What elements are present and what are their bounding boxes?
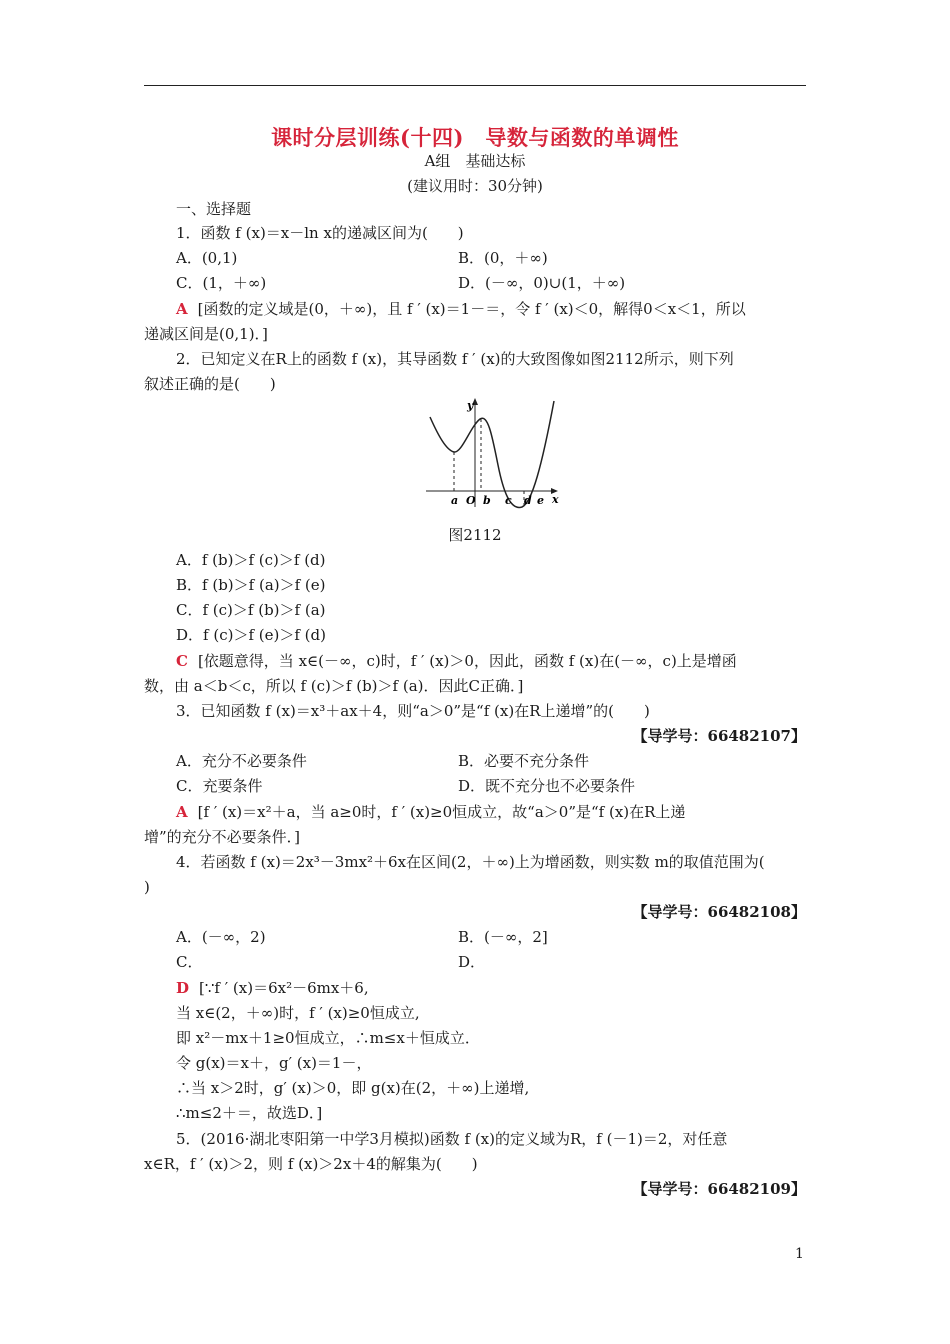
q1-option-c: C．(1，＋∞)	[176, 274, 267, 292]
label-e: e	[537, 494, 544, 507]
label-b: b	[483, 494, 491, 507]
label-d: d	[524, 494, 532, 507]
q5-stem: 5．(2016·湖北枣阳第一中学3月模拟)函数 f (x)的定义域为R，f (－1)＝2，对任意	[176, 1130, 728, 1148]
q2-stem: 2．已知定义在R上的函数 f (x)，其导函数 f ′ (x)的大致图像如图2112所示，则下列	[176, 350, 734, 368]
q2-answer: C	[176, 652, 188, 670]
q4-explanation-line2: 当 x∈(2，＋∞)时，f ′ (x)≥0恒成立,	[176, 1004, 420, 1022]
q4-explanation: D [∵f ′ (x)＝6x²－6mx＋6,	[176, 979, 369, 997]
figure-caption: 图2112	[448, 526, 502, 544]
q3-option-d: D．既不充分也不必要条件	[458, 777, 636, 795]
q4-explanation-line4: 令 g(x)＝x＋，g′ (x)＝1－，	[176, 1054, 372, 1072]
label-a: a	[451, 494, 459, 507]
x-axis-label: x	[552, 493, 559, 506]
page-title: 课时分层训练(十四) 导数与函数的单调性	[271, 125, 679, 150]
q4-stem-cont: )	[144, 878, 150, 896]
q3-reference-number: 【导学号：66482107】	[632, 727, 806, 745]
q3-option-c: C．充要条件	[176, 777, 263, 795]
q4-option-d: D．	[458, 953, 486, 971]
q1-explanation: A [函数的定义域是(0，＋∞)，且 f ′ (x)＝1－＝，令 f ′ (x)＜0，解得0＜x＜1，所以	[176, 300, 746, 318]
page-number: 1	[795, 1246, 804, 1262]
q2-stem-cont: 叙述正确的是( )	[144, 375, 276, 393]
q3-explanation: A [f ′ (x)＝x²＋a，当 a≥0时，f ′ (x)≥0恒成立，故“a＞0”是“f (x)在R上递	[176, 803, 686, 821]
q4-explanation-line6: ∴m≤2＋＝，故选D．]	[176, 1104, 323, 1122]
section-heading: 一、选择题	[176, 200, 252, 218]
q2-option-c: C．f (c)＞f (b)＞f (a)	[176, 601, 326, 619]
q4-explanation-line3: 即 x²－mx＋1≥0恒成立，∴m≤x＋恒成立．	[176, 1029, 480, 1047]
q2-explanation: C [依题意得，当 x∈(－∞，c)时，f ′ (x)＞0，因此，函数 f (x)在(－∞，c)上是增函	[176, 652, 737, 670]
q4-explanation-line5: ∴当 x＞2时，g′ (x)＞0，即 g(x)在(2，＋∞)上递增,	[176, 1079, 530, 1097]
q3-stem: 3．已知函数 f (x)＝x³＋ax＋4，则“a＞0”是“f (x)在R上递增”的( )	[176, 702, 650, 720]
q1-option-a: A．(0,1)	[176, 249, 238, 267]
q2-option-b: B．f (b)＞f (a)＞f (e)	[176, 576, 326, 594]
q2-explanation-cont: 数，由 a＜b＜c，所以 f (c)＞f (b)＞f (a)．因此C正确．]	[144, 677, 524, 695]
derivative-graph-figure	[420, 395, 565, 513]
q3-option-a: A．充分不必要条件	[176, 752, 307, 770]
q5-stem-cont: x∈R，f ′ (x)＞2，则 f (x)＞2x＋4的解集为( )	[144, 1155, 478, 1173]
q3-answer: A	[176, 803, 188, 821]
q5-reference-number: 【导学号：66482109】	[632, 1180, 806, 1198]
q1-stem: 1．函数 f (x)＝x－ln x的递减区间为( )	[176, 224, 464, 242]
q3-option-b: B．必要不充分条件	[458, 752, 590, 770]
q2-option-d: D．f (c)＞f (e)＞f (d)	[176, 626, 326, 644]
q4-reference-number: 【导学号：66482108】	[632, 903, 806, 921]
group-label: A组 基础达标	[424, 152, 526, 170]
q4-stem: 4．若函数 f (x)＝2x³－3mx²＋6x在区间(2，＋∞)上为增函数，则实数 m的取值范围为(	[176, 853, 765, 871]
q3-explanation-cont: 增”的充分不必要条件．]	[144, 828, 301, 846]
header-rule	[144, 85, 806, 86]
derivative-curve	[430, 401, 554, 507]
label-origin: O	[466, 494, 476, 507]
q2-option-a: A．f (b)＞f (c)＞f (d)	[176, 551, 326, 569]
suggested-time: (建议用时：30分钟)	[407, 177, 543, 195]
q4-option-a: A．(－∞，2)	[176, 928, 266, 946]
q4-option-b: B．(－∞，2]	[458, 928, 548, 946]
q1-option-b: B．(0，＋∞)	[458, 249, 548, 267]
label-c: c	[505, 494, 512, 507]
q4-answer: D	[176, 979, 190, 997]
q1-answer: A	[176, 300, 188, 318]
q1-option-d: D．(－∞，0)∪(1，＋∞)	[458, 274, 626, 292]
q1-explanation-cont: 递减区间是(0,1)．]	[144, 325, 268, 343]
q4-option-c: C．	[176, 953, 203, 971]
y-axis-label: y	[467, 399, 474, 412]
